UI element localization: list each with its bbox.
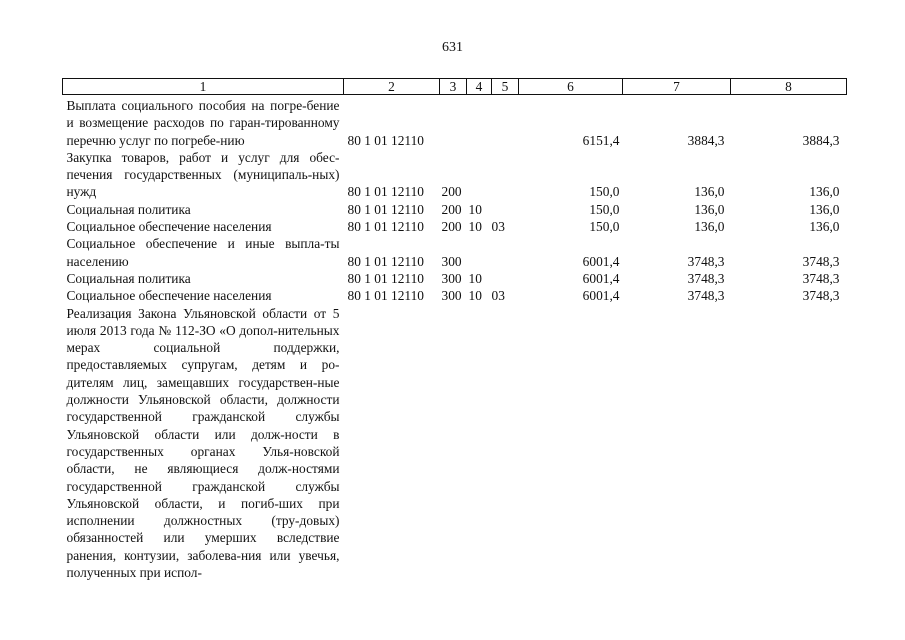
column-header-6: 6 <box>519 79 623 95</box>
row-amount-col7 <box>623 305 731 582</box>
row-amount-col6 <box>519 305 623 582</box>
row-name: Закупка товаров, работ и услуг для обес-печения государственных (муниципаль-ных) нужд <box>66 149 340 200</box>
row-expense-type: 300 <box>441 270 462 286</box>
row-amount-col8: 136,0 <box>809 201 840 217</box>
row-amount-col8: 136,0 <box>809 184 840 200</box>
row-expense-type <box>440 95 467 149</box>
row-amount-col6: 6001,4 <box>582 288 620 304</box>
row-amount-col6: 6151,4 <box>582 132 620 148</box>
row-amount-col8: 3884,3 <box>802 132 840 148</box>
row-amount-col8: 3748,3 <box>802 288 840 304</box>
row-subsection: 03 <box>491 219 505 235</box>
row-amount-col6: 150,0 <box>589 219 620 235</box>
column-header-2: 2 <box>344 79 440 95</box>
row-subsection <box>492 305 519 582</box>
header-row <box>63 79 847 95</box>
table-row <box>63 218 847 235</box>
row-expense-type <box>440 305 467 582</box>
row-name: Социальное обеспечение населения <box>66 219 272 235</box>
budget-table <box>62 78 847 581</box>
row-section <box>467 95 492 149</box>
row-amount-col7: 3748,3 <box>687 270 725 286</box>
table-row <box>63 95 847 149</box>
row-amount-col8 <box>731 305 847 582</box>
table-row <box>63 149 847 201</box>
row-target-code: 80 1 01 12110 <box>347 184 424 200</box>
row-section <box>467 305 492 582</box>
row-amount-col8: 136,0 <box>809 219 840 235</box>
row-subsection <box>492 201 519 218</box>
row-expense-type: 200 <box>441 201 462 217</box>
row-amount-col7: 136,0 <box>694 201 725 217</box>
row-section: 10 <box>468 288 482 304</box>
row-target-code: 80 1 01 12110 <box>347 219 424 235</box>
row-amount-col6: 6001,4 <box>582 253 620 269</box>
row-amount-col6: 6001,4 <box>582 270 620 286</box>
table-row <box>63 201 847 218</box>
page-number: 631 <box>442 40 463 55</box>
row-expense-type: 300 <box>441 288 462 304</box>
row-subsection <box>492 149 519 201</box>
row-amount-col7: 3884,3 <box>687 132 725 148</box>
row-amount-col6: 150,0 <box>589 201 620 217</box>
row-amount-col8: 3748,3 <box>802 270 840 286</box>
column-header-4: 4 <box>467 79 492 95</box>
row-amount-col7: 3748,3 <box>687 288 725 304</box>
row-name: Социальное обеспечение населения <box>66 288 272 304</box>
column-header-8: 8 <box>731 79 847 95</box>
row-amount-col8: 3748,3 <box>802 253 840 269</box>
row-name: Выплата социального пособия на погре-бение и возмещение расходов по гаран-тированному перечню услуг по погребе-нию <box>66 98 340 148</box>
row-subsection <box>492 270 519 287</box>
row-target-code <box>344 305 440 582</box>
column-header-5: 5 <box>492 79 519 95</box>
row-name: Социальная политика <box>66 270 191 286</box>
row-section: 10 <box>468 201 482 217</box>
column-header-1: 1 <box>63 79 344 95</box>
table-row <box>63 270 847 287</box>
column-header-7: 7 <box>623 79 731 95</box>
row-name: Социальное обеспечение и иные выпла-ты населению <box>66 236 340 269</box>
row-target-code: 80 1 01 12110 <box>347 253 424 269</box>
row-target-code: 80 1 01 12110 <box>347 201 424 217</box>
row-section <box>467 235 492 270</box>
row-section: 10 <box>468 219 482 235</box>
row-subsection <box>492 235 519 270</box>
row-section <box>467 149 492 201</box>
row-name: Реализация Закона Ульяновской области от 5 июля 2013 года № 112-ЗО «О допол-нительных мерах социальной поддержки, предоставляемых супругам, детям и ро-дителям лиц, замещавших государствен-ные должности Ульяновской области, должности государственной гражданской службы Ульяновской области или долж-ности в государственных органах Улья-новской области, не являющиеся долж-ностями государственной гражданской службы Ульяновской области, и погиб-ших при исполнении должностных (тру-довых) обязанностей или умерших вследствие ранения, контузии, заболева-ния или увечья, полученных при испол- <box>66 305 340 581</box>
row-subsection: 03 <box>491 288 505 304</box>
row-amount-col6: 150,0 <box>589 184 620 200</box>
table-row <box>63 235 847 270</box>
table-row <box>63 305 847 582</box>
row-expense-type: 200 <box>441 219 462 235</box>
row-name: Социальная политика <box>66 201 191 217</box>
table-row <box>63 287 847 304</box>
row-amount-col7: 136,0 <box>694 219 725 235</box>
row-target-code: 80 1 01 12110 <box>347 132 424 148</box>
row-section: 10 <box>468 270 482 286</box>
row-target-code: 80 1 01 12110 <box>347 270 424 286</box>
row-expense-type: 200 <box>441 184 462 200</box>
row-expense-type: 300 <box>441 253 462 269</box>
row-amount-col7: 3748,3 <box>687 253 725 269</box>
row-subsection <box>492 95 519 149</box>
column-header-3: 3 <box>440 79 467 95</box>
row-amount-col7: 136,0 <box>694 184 725 200</box>
row-target-code: 80 1 01 12110 <box>347 288 424 304</box>
